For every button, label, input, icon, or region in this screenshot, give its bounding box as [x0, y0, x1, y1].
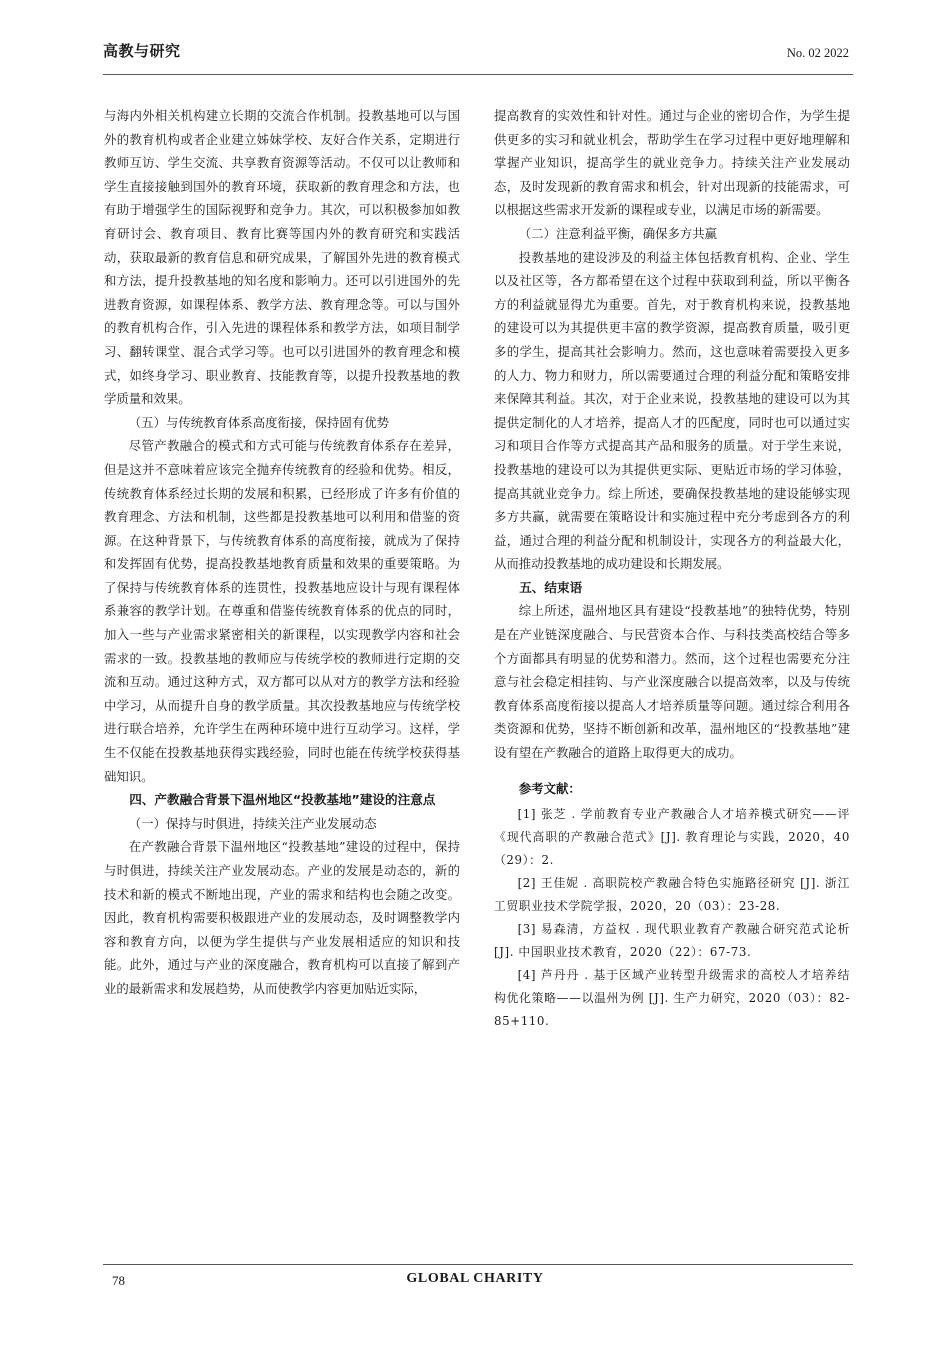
paragraph: 在产教融合背景下温州地区“投教基地”建设的过程中，保持与时俱进，持续关注产业发展动态。产业的发展是动态的，新的技术和新的模式不断地出现，产业的需求和结构也会随之改变。因此，教育机构需要积极跟进产业的发展动态，及时调整教学内容和教育方向，以便为学生提供与产业发展相适应的知识和技能。此外，通过与产业的深度融合，教育机构可以直接了解到产业的最新需求和发展趋势，从而使教学内容更加贴近实际， — [104, 839, 460, 996]
paragraph: 投教基地的建设涉及的利益主体包括教育机构、企业、学生以及社区等，各方都希望在这个过程中获取到利益，所以平衡各方的利益就显得尤为重要。首先，对于教育机构来说，投教基地的建设可以为其提供更丰富的教学资源，提高教育质量，吸引更多的学生，提高其社会影响力。然而，这也意味着需要投入更多的人力、物力和财力，所以需要通过合理的利益分配和策略安排来保障其利益。其次，对于企业来说，投教基地的建设可以为其提供定制化的人才培养，提高人才的匹配度，同时也可以通过实习和项目合作等方式提高其产品和服务的质量。对于学生来说，投教基地的建设可以为其提供更实际、更贴近市场的学习体验，提高其就业竞争力。综上所述，要确保投教基地的建设能够实现多方共赢，就需要在策略设计和实施过程中充分考虑到各方的利益，通过合理的利益分配和机制设计，实现各方的利益最大化，从而推动投教基地的成功建设和长期发展。 — [494, 249, 850, 572]
issue-number: No. 02 2022 — [786, 46, 849, 60]
reference-item: [2] 王佳妮 . 高职院校产教融合特色实施路径研究 [J]. 浙江工贸职业技术学院学报，2020，20（03）：23-28. — [494, 875, 850, 913]
paragraph: 与海内外相关机构建立长期的交流合作机制。投教基地可以与国外的教育机构或者企业建立姊妹学校、友好合作关系，定期进行教师互访、学生交流、共享教育资源等活动。不仅可以让教师和学生直接接触到国外的教育环境，获取新的教育理念和方法，也有助于增强学生的国际视野和竞争力。其次，可以积极参加如教育研讨会、教育项目、教育比赛等国内外的教育研究和实践活动，获取最新的教育信息和研究成果，了解国外先进的教育模式和方法，提升投教基地的知名度和影响力。还可以引进国外的先进教育资源，如课程体系、教学方法、教育理念等。可以与国外的教育机构合作，引入先进的课程体系和教学方法，如项目制学习、翻转课堂、混合式学习等。也可以引进国外的教育理念和模式，如终身学习、职业教育、技能教育等，以提升投教基地的教学质量和效果。 — [104, 108, 460, 407]
references-heading: 参考文献： — [518, 780, 581, 796]
reference-item: [1] 张芝 . 学前教育专业产教融合人才培养模式研究——评《现代高职的产教融合范式》[J]. 教育理论与实践，2020，40（29）：2. — [494, 806, 850, 867]
section-heading: 五、结束语 — [519, 579, 583, 595]
header-divider — [103, 74, 853, 75]
subsection-heading: （五）与传统教育体系高度衔接，保持固有优势 — [128, 414, 389, 430]
right-column — [494, 104, 850, 1033]
subsection-heading: （一）保持与时俱进，持续关注产业发展动态 — [128, 815, 377, 831]
reference-item: [4] 芦丹丹 . 基于区域产业转型升级需求的高校人才培养结构优化策略——以温州为例 [J]. 生产力研究，2020（03）：82-85+110. — [494, 967, 850, 1028]
reference-item: [3] 易森清，方益权 . 现代职业教育产教融合研究范式论析 [J]. 中国职业技术教育，2020（22）：67-73. — [494, 921, 850, 959]
footer-brand: GLOBAL CHARITY — [406, 1271, 544, 1286]
subsection-heading: （二）注意利益平衡，确保多方共赢 — [518, 225, 718, 241]
paragraph: 尽管产教融合的模式和方式可能与传统教育体系存在差异，但是这并不意味着应该完全抛弃传统教育的经验和优势。相反，传统教育体系经过长期的发展和积累，已经形成了许多有价值的教育理念、方法和机制，这些都是投教基地可以利用和借鉴的资源。在这种背景下，与传统教育体系的高度衔接，就成为了保持和发挥固有优势，提高投教基地教育质量和效果的重要策略。为了保持与传统教育体系的连贯性，投教基地应设计与现有课程体系兼容的教学计划。在尊重和借鉴传统教育体系的优点的同时，加入一些与产业需求紧密相关的新课程，以实现教学内容和社会需求的一致。投教基地的教师应与传统学校的教师进行定期的交流和互动。通过这种方式，双方都可以从对方的教学方法和经验中学习，从而提升自身的教学质量。其次投教基地应与传统学校进行联合培养，允许学生在两种环境中进行互动学习。这样，学生不仅能在投教基地获得实践经验，同时也能在传统学校获得基础知识。 — [104, 438, 460, 784]
footer-divider — [103, 1264, 853, 1265]
left-column — [104, 104, 460, 1001]
journal-title: 高教与研究 — [103, 42, 181, 60]
section-heading: 四、产教融合背景下温州地区“投教基地”建设的注意点 — [129, 792, 436, 808]
paragraph: 综上所述，温州地区具有建设“投教基地”的独特优势，特别是在产业链深度融合、与民营资本合作、与科技类高校结合等多个方面都具有明显的优势和潜力。然而，这个过程也需要充分注意与社会稳定相挂钩、与产业深度融合以提高效率，以及与传统教育体系高度衔接以提高人才培养质量等问题。通过综合利用各类资源和优势，坚持不断创新和改革，温州地区的“投教基地”建设有望在产教融合的道路上取得更大的成功。 — [494, 603, 850, 761]
page-number: 78 — [112, 1273, 125, 1288]
paragraph: 提高教育的实效性和针对性。通过与企业的密切合作，为学生提供更多的实习和就业机会，帮助学生在学习过程中更好地理解和掌握产业知识，提高学生的就业竞争力。持续关注产业发展动态，及时发现新的教育需求和机会，针对出现新的技能需求，可以根据这些需求开发新的课程或专业，以满足市场的新需要。 — [494, 108, 850, 218]
